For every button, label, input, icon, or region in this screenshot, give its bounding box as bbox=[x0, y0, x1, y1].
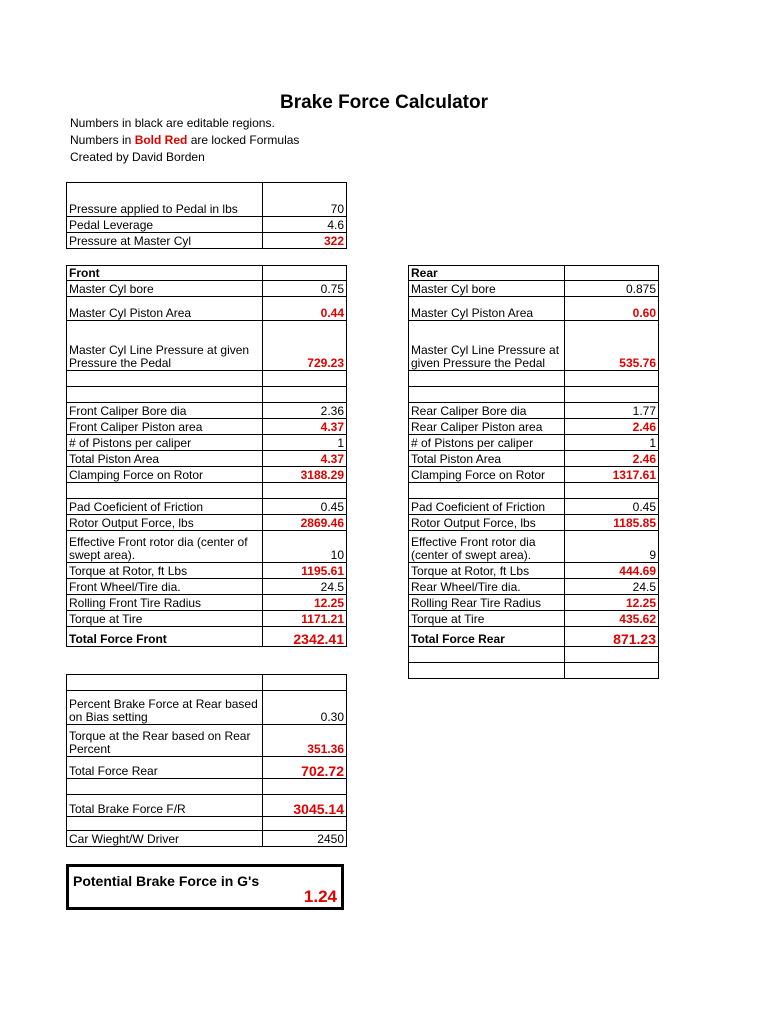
pedal-pressure-label: Pressure applied to Pedal in lbs bbox=[67, 183, 263, 217]
page-title: Brake Force Calculator bbox=[279, 92, 489, 113]
front-wheel-label: Front Wheel/Tire dia. bbox=[67, 579, 263, 595]
front-torque-tire-value: 1171.21 bbox=[263, 611, 347, 627]
front-line-pressure-value: 729.23 bbox=[263, 321, 347, 371]
summary-total-rear-label: Total Force Rear bbox=[67, 757, 263, 779]
rear-piston-area-value: 2.46 bbox=[565, 419, 659, 435]
rear-friction-label: Pad Coeficient of Friction bbox=[409, 499, 565, 515]
front-header-empty bbox=[263, 266, 347, 281]
rear-mc-area-value: 0.60 bbox=[565, 297, 659, 321]
rear-total-force-label: Total Force Rear bbox=[409, 627, 565, 647]
summary-spacer-1 bbox=[67, 675, 263, 691]
rear-total-force-value: 871.23 bbox=[565, 627, 659, 647]
rear-mc-bore-value[interactable]: 0.875 bbox=[565, 281, 659, 297]
rear-radius-value: 12.25 bbox=[565, 595, 659, 611]
intro-line-1: Numbers in black are editable regions. bbox=[70, 116, 275, 130]
rear-spacer-5-val bbox=[565, 663, 659, 679]
rear-spacer-1-val bbox=[565, 371, 659, 387]
summary-spacer-2 bbox=[67, 779, 263, 795]
master-cyl-pressure-value: 322 bbox=[263, 233, 347, 249]
front-wheel-value[interactable]: 24.5 bbox=[263, 579, 347, 595]
rear-torque-rotor-value: 444.69 bbox=[565, 563, 659, 579]
front-torque-rotor-label: Torque at Rotor, ft Lbs bbox=[67, 563, 263, 579]
summary-spacer-2-val bbox=[263, 779, 347, 795]
g-force-value: 1.24 bbox=[303, 887, 337, 906]
rear-friction-value[interactable]: 0.45 bbox=[565, 499, 659, 515]
rear-mc-area-label: Master Cyl Piston Area bbox=[409, 297, 565, 321]
rear-spacer-3 bbox=[409, 483, 565, 499]
rear-rotor-dia-value[interactable]: 9 bbox=[565, 531, 659, 563]
front-mc-area-value: 0.44 bbox=[263, 297, 347, 321]
rear-spacer-2 bbox=[409, 387, 565, 403]
pedal-leverage-label: Pedal Leverage bbox=[67, 217, 263, 233]
front-clamping-value: 3188.29 bbox=[263, 467, 347, 483]
front-rotor-dia-label: Effective Front rotor dia (center of swept area). bbox=[67, 531, 263, 563]
rear-table bbox=[408, 265, 659, 679]
front-friction-label: Pad Coeficient of Friction bbox=[67, 499, 263, 515]
rear-rotor-dia-label: Effective Front rotor dia (center of swept area). bbox=[409, 531, 565, 563]
rear-torque-rotor-label: Torque at Rotor, ft Lbs bbox=[409, 563, 565, 579]
intro-bold-red: Bold Red bbox=[134, 133, 188, 147]
bias-value[interactable]: 0.30 bbox=[263, 691, 347, 725]
front-caliper-bore-value[interactable]: 2.36 bbox=[263, 403, 347, 419]
front-piston-area-label: Front Caliper Piston area bbox=[67, 419, 263, 435]
intro-line-2 bbox=[70, 132, 299, 149]
front-mc-bore-label: Master Cyl bore bbox=[67, 281, 263, 297]
front-spacer-2 bbox=[67, 387, 263, 403]
pedal-table bbox=[66, 182, 347, 249]
rear-pistons-value[interactable]: 1 bbox=[565, 435, 659, 451]
front-clamping-label: Clamping Force on Rotor bbox=[67, 467, 263, 483]
front-header: Front bbox=[67, 266, 263, 281]
rear-spacer-5 bbox=[409, 663, 565, 679]
front-friction-value[interactable]: 0.45 bbox=[263, 499, 347, 515]
intro-line-2-pre: Numbers in bbox=[70, 133, 135, 147]
summary-spacer-3-val bbox=[263, 817, 347, 831]
pedal-leverage-value[interactable]: 4.6 bbox=[263, 217, 347, 233]
front-pistons-value[interactable]: 1 bbox=[263, 435, 347, 451]
rear-radius-label: Rolling Rear Tire Radius bbox=[409, 595, 565, 611]
rear-clamping-label: Clamping Force on Rotor bbox=[409, 467, 565, 483]
front-spacer-3-val bbox=[263, 483, 347, 499]
front-radius-label: Rolling Front Tire Radius bbox=[67, 595, 263, 611]
car-weight-label: Car Wieght/W Driver bbox=[67, 831, 263, 847]
front-mc-bore-value[interactable]: 0.75 bbox=[263, 281, 347, 297]
front-spacer-2-val bbox=[263, 387, 347, 403]
front-rotor-output-value: 2869.46 bbox=[263, 515, 347, 531]
rear-header-empty bbox=[565, 266, 659, 281]
front-pistons-label: # of Pistons per caliper bbox=[67, 435, 263, 451]
front-spacer-1-val bbox=[263, 371, 347, 387]
rear-line-pressure-label: Master Cyl Line Pressure at given Pressure the Pedal bbox=[409, 321, 565, 371]
rear-spacer-4 bbox=[409, 647, 565, 663]
front-caliper-bore-label: Front Caliper Bore dia bbox=[67, 403, 263, 419]
rear-total-area-value: 2.46 bbox=[565, 451, 659, 467]
rear-spacer-1 bbox=[409, 371, 565, 387]
rear-rotor-output-value: 1185.85 bbox=[565, 515, 659, 531]
front-radius-value: 12.25 bbox=[263, 595, 347, 611]
rear-piston-area-label: Rear Caliper Piston area bbox=[409, 419, 565, 435]
intro-line-3: Created by David Borden bbox=[70, 150, 205, 164]
rear-wheel-label: Rear Wheel/Tire dia. bbox=[409, 579, 565, 595]
front-rotor-dia-value[interactable]: 10 bbox=[263, 531, 347, 563]
g-force-label: Potential Brake Force in G's bbox=[73, 873, 260, 889]
rear-total-area-label: Total Piston Area bbox=[409, 451, 565, 467]
rear-torque-tire-label: Torque at Tire bbox=[409, 611, 565, 627]
pedal-pressure-value[interactable]: 70 bbox=[263, 183, 347, 217]
front-total-force-value: 2342.41 bbox=[263, 627, 347, 647]
rear-spacer-3-val bbox=[565, 483, 659, 499]
torque-rear-percent-label: Torque at the Rear based on Rear Percent bbox=[67, 725, 263, 757]
rear-spacer-4-val bbox=[565, 647, 659, 663]
master-cyl-pressure-label: Pressure at Master Cyl bbox=[67, 233, 263, 249]
front-total-force-label: Total Force Front bbox=[67, 627, 263, 647]
front-torque-rotor-value: 1195.61 bbox=[263, 563, 347, 579]
g-force-box bbox=[66, 864, 344, 910]
front-line-pressure-label: Master Cyl Line Pressure at given Pressure the Pedal bbox=[67, 321, 263, 371]
summary-spacer-1-val bbox=[263, 675, 347, 691]
rear-clamping-value: 1317.61 bbox=[565, 467, 659, 483]
front-torque-tire-label: Torque at Tire bbox=[67, 611, 263, 627]
front-rotor-output-label: Rotor Output Force, lbs bbox=[67, 515, 263, 531]
bias-label: Percent Brake Force at Rear based on Bias setting bbox=[67, 691, 263, 725]
rear-rotor-output-label: Rotor Output Force, lbs bbox=[409, 515, 565, 531]
front-spacer-1 bbox=[67, 371, 263, 387]
front-table bbox=[66, 265, 347, 647]
rear-spacer-2-val bbox=[565, 387, 659, 403]
rear-caliper-bore-value[interactable]: 1.77 bbox=[565, 403, 659, 419]
intro-line-2-post: are locked Formulas bbox=[187, 133, 300, 147]
total-brake-force-value: 3045.14 bbox=[263, 795, 347, 817]
rear-header: Rear bbox=[409, 266, 565, 281]
front-spacer-3 bbox=[67, 483, 263, 499]
rear-wheel-value[interactable]: 24.5 bbox=[565, 579, 659, 595]
front-piston-area-value: 4.37 bbox=[263, 419, 347, 435]
front-mc-area-label: Master Cyl Piston Area bbox=[67, 297, 263, 321]
summary-table bbox=[66, 674, 347, 847]
rear-line-pressure-value: 535.76 bbox=[565, 321, 659, 371]
summary-spacer-3 bbox=[67, 817, 263, 831]
total-brake-force-label: Total Brake Force F/R bbox=[67, 795, 263, 817]
rear-pistons-label: # of Pistons per caliper bbox=[409, 435, 565, 451]
summary-total-rear-value: 702.72 bbox=[263, 757, 347, 779]
front-total-area-label: Total Piston Area bbox=[67, 451, 263, 467]
car-weight-value[interactable]: 2450 bbox=[263, 831, 347, 847]
rear-mc-bore-label: Master Cyl bore bbox=[409, 281, 565, 297]
rear-caliper-bore-label: Rear Caliper Bore dia bbox=[409, 403, 565, 419]
rear-torque-tire-value: 435.62 bbox=[565, 611, 659, 627]
torque-rear-percent-value: 351.36 bbox=[263, 725, 347, 757]
front-total-area-value: 4.37 bbox=[263, 451, 347, 467]
